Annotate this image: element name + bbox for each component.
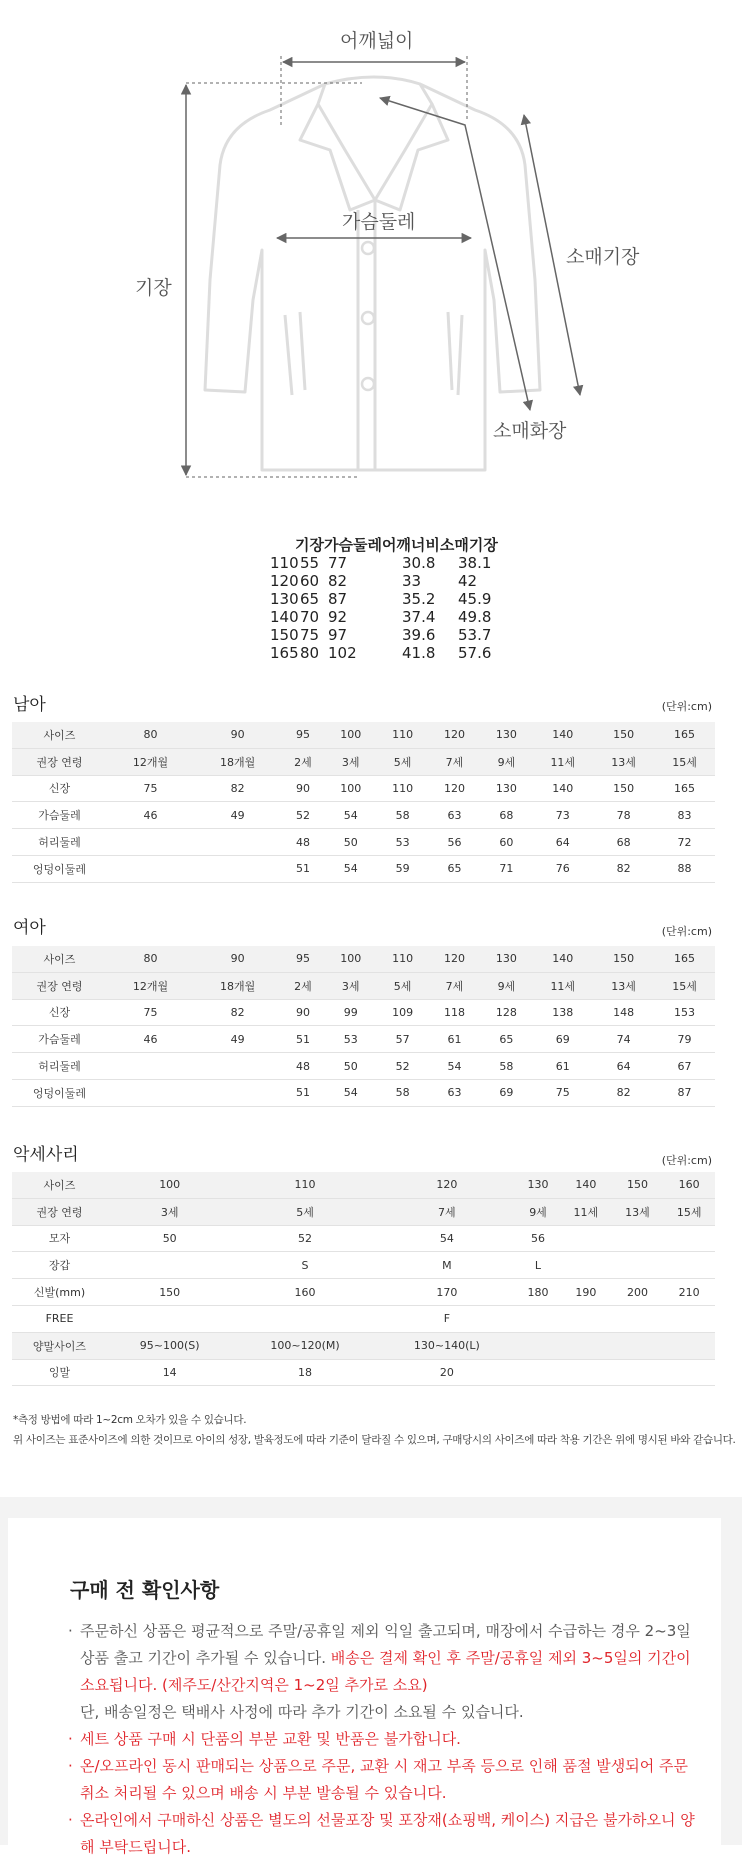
measurement-cell: 60: [300, 572, 320, 590]
table-cell: 61: [532, 1053, 593, 1080]
table-cell: 7세: [429, 972, 481, 999]
measurement-cell: 77: [328, 554, 348, 572]
table-cell: [560, 1359, 612, 1386]
table-cell: 46: [107, 802, 194, 829]
table-cell: [107, 1079, 194, 1106]
measurement-cell: 41.8: [402, 644, 436, 662]
table-cell: 2세: [281, 972, 325, 999]
table-cell: 100: [325, 946, 377, 972]
notice-card: [8, 1518, 721, 1856]
table-cell: 65: [480, 1026, 532, 1053]
measurement-cell: 70: [300, 608, 320, 626]
table-cell: 12개월: [107, 748, 194, 775]
measurement-cell: 82: [328, 572, 348, 590]
table-cell: 148: [593, 999, 654, 1026]
table-cell: 15세: [654, 972, 715, 999]
table-cell: L: [516, 1252, 560, 1279]
measurement-cell: 75: [300, 626, 320, 644]
row-label: 사이즈: [12, 722, 107, 748]
notice-item-1: [68, 1618, 698, 1726]
table-cell: 52: [232, 1225, 377, 1252]
table-cell: 3세: [325, 972, 377, 999]
table-cell: 100~120(M): [232, 1332, 377, 1359]
table-cell: 13세: [593, 748, 654, 775]
measurement-cell: 38.1: [458, 554, 492, 572]
bullet: ·: [68, 1811, 73, 1829]
table-cell: 7세: [429, 748, 481, 775]
table-cell: 120: [429, 946, 481, 972]
table-cell: 50: [325, 829, 377, 856]
row-label: 잉말: [12, 1359, 107, 1386]
table-cell: 150: [107, 1279, 232, 1306]
table-cell: 60: [480, 829, 532, 856]
table-cell: 130: [480, 946, 532, 972]
row-label: 신발(mm): [12, 1279, 107, 1306]
table-cell: 160: [663, 1172, 715, 1198]
table-cell: 2세: [281, 748, 325, 775]
table-cell: 100: [325, 722, 377, 748]
table-cell: 15세: [654, 748, 715, 775]
row-label: 가슴둘레: [12, 1026, 107, 1053]
table-cell: 74: [593, 1026, 654, 1053]
boys-title: 남아: [13, 695, 46, 715]
table-cell: 69: [480, 1079, 532, 1106]
table-cell: 57: [377, 1026, 429, 1053]
table-cell: 56: [429, 829, 481, 856]
table-cell: 150: [593, 946, 654, 972]
boys-size-table: [12, 722, 715, 883]
table-cell: 14: [107, 1359, 232, 1386]
table-cell: 18개월: [194, 748, 281, 775]
table-cell: 49: [194, 802, 281, 829]
table-cell: 165: [654, 946, 715, 972]
table-cell: 100: [107, 1172, 232, 1198]
measurement-row: 165 80 102 41.8 57.6: [270, 644, 518, 662]
table-cell: 15세: [663, 1198, 715, 1225]
table-cell: 75: [107, 999, 194, 1026]
row-label: 장갑: [12, 1252, 107, 1279]
table-cell: 165: [654, 722, 715, 748]
size-notes: [13, 1410, 736, 1450]
table-cell: 52: [281, 802, 325, 829]
bullet: ·: [68, 1757, 73, 1775]
table-cell: [516, 1359, 560, 1386]
table-cell: [663, 1225, 715, 1252]
table-cell: 118: [429, 999, 481, 1026]
table-cell: [560, 1305, 612, 1332]
table-cell: [516, 1305, 560, 1332]
acc-size-table: [12, 1172, 715, 1386]
table-cell: 5세: [232, 1198, 377, 1225]
measurement-cell: 57.6: [458, 644, 492, 662]
table-cell: 210: [663, 1279, 715, 1306]
table-cell: 109: [377, 999, 429, 1026]
measurement-cell: 45.9: [458, 590, 492, 608]
measurement-cell: 92: [328, 608, 348, 626]
table-cell: 48: [281, 829, 325, 856]
girls-title: 여아: [13, 918, 46, 938]
row-label: FREE: [12, 1305, 107, 1332]
table-cell: 49: [194, 1026, 281, 1053]
measurement-cell: 37.4: [402, 608, 436, 626]
table-cell: 150: [593, 775, 654, 802]
measurement-row: 120 60 82 33 42: [270, 572, 518, 590]
table-cell: 160: [232, 1279, 377, 1306]
table-cell: 68: [480, 802, 532, 829]
table-cell: [560, 1225, 612, 1252]
table-cell: 58: [377, 1079, 429, 1106]
table-cell: 80: [107, 946, 194, 972]
table-cell: 165: [654, 775, 715, 802]
note-line-1: *측정 방법에 따라 1~2cm 오차가 있을 수 있습니다.: [13, 1414, 247, 1426]
notice-item-4: [68, 1807, 698, 1861]
table-cell: 48: [281, 1053, 325, 1080]
table-cell: 54: [325, 1079, 377, 1106]
table-cell: 56: [516, 1225, 560, 1252]
table-cell: S: [232, 1252, 377, 1279]
table-row: [12, 1305, 715, 1332]
table-row: [12, 1198, 715, 1225]
table-cell: 12개월: [107, 972, 194, 999]
measurement-cell: 49.8: [458, 608, 492, 626]
table-cell: 180: [516, 1279, 560, 1306]
table-cell: 78: [593, 802, 654, 829]
table-cell: 140: [532, 775, 593, 802]
table-cell: [107, 855, 194, 882]
bullet: ·: [68, 1730, 73, 1748]
table-cell: 95: [281, 946, 325, 972]
table-cell: 110: [377, 775, 429, 802]
row-label: 허리둘레: [12, 1053, 107, 1080]
table-cell: 3세: [325, 748, 377, 775]
shoulder-label: 어깨넓이: [340, 30, 414, 52]
measurement-cell: 55: [300, 554, 320, 572]
table-cell: [194, 829, 281, 856]
acc-unit: (단위:cm): [661, 1154, 712, 1167]
table-cell: 75: [532, 1079, 593, 1106]
table-cell: 73: [532, 802, 593, 829]
size-guide-diagram: [0, 0, 742, 500]
table-cell: 110: [377, 722, 429, 748]
table-cell: [194, 1079, 281, 1106]
table-row: [12, 1252, 715, 1279]
table-cell: 110: [232, 1172, 377, 1198]
table-row: [12, 855, 715, 882]
table-cell: [560, 1332, 612, 1359]
table-cell: [560, 1252, 612, 1279]
table-cell: 150: [612, 1172, 664, 1198]
row-label: 사이즈: [12, 946, 107, 972]
table-cell: 82: [194, 775, 281, 802]
table-row: [12, 1225, 715, 1252]
table-cell: 130~140(L): [378, 1332, 516, 1359]
table-cell: F: [378, 1305, 516, 1332]
row-label: 신장: [12, 999, 107, 1026]
row-label: 모자: [12, 1225, 107, 1252]
table-cell: 82: [593, 1079, 654, 1106]
table-cell: 18개월: [194, 972, 281, 999]
table-cell: 13세: [612, 1198, 664, 1225]
measurement-cell: 65: [300, 590, 320, 608]
table-cell: 13세: [593, 972, 654, 999]
row-label: 권장 연령: [12, 972, 107, 999]
notice-list: [68, 1618, 698, 1861]
table-cell: 99: [325, 999, 377, 1026]
table-cell: 11세: [532, 748, 593, 775]
table-cell: [107, 829, 194, 856]
table-cell: 53: [325, 1026, 377, 1053]
table-cell: [194, 855, 281, 882]
measurement-row: 150 75 97 39.6 53.7: [270, 626, 518, 644]
table-row: [12, 946, 715, 972]
table-cell: [612, 1305, 664, 1332]
length-label: 기장: [135, 277, 172, 299]
table-cell: 87: [654, 1079, 715, 1106]
table-cell: 90: [281, 999, 325, 1026]
measurement-cell: 35.2: [402, 590, 436, 608]
notice-item-1-note: 단, 배송일정은 택배사 사정에 따라 추가 기간이 소요될 수 있습니다.: [80, 1703, 524, 1721]
table-cell: 50: [325, 1053, 377, 1080]
table-cell: 95: [281, 722, 325, 748]
notice-item-2-text: 세트 상품 구매 시 단품의 부분 교환 및 반품은 불가합니다.: [80, 1730, 461, 1748]
measurement-row: 130 65 87 35.2 45.9: [270, 590, 518, 608]
table-cell: 65: [429, 855, 481, 882]
table-cell: 130: [516, 1172, 560, 1198]
table-cell: 46: [107, 1026, 194, 1053]
measurement-cell: 39.6: [402, 626, 436, 644]
table-cell: 64: [532, 829, 593, 856]
table-cell: 64: [593, 1053, 654, 1080]
table-row: [12, 748, 715, 775]
table-cell: 95~100(S): [107, 1332, 232, 1359]
sleeve-length-label: 소매기장: [566, 246, 640, 268]
table-cell: [232, 1305, 377, 1332]
table-cell: 153: [654, 999, 715, 1026]
table-cell: 52: [377, 1053, 429, 1080]
table-cell: 100: [325, 775, 377, 802]
table-cell: 71: [480, 855, 532, 882]
row-label: 허리둘레: [12, 829, 107, 856]
row-label: 엉덩이둘레: [12, 855, 107, 882]
row-label: 가슴둘레: [12, 802, 107, 829]
table-row: [12, 1172, 715, 1198]
measurement-rows: [270, 554, 518, 662]
table-cell: 140: [560, 1172, 612, 1198]
table-cell: 120: [378, 1172, 516, 1198]
table-row: [12, 1359, 715, 1386]
chest-label: 가슴둘레: [342, 211, 416, 233]
note-line-2: 위 사이즈는 표준사이즈에 의한 것이므로 아이의 성장, 발육정도에 따라 기준이 달라질 수 있으며, 구매당시의 사이즈에 따라 착용 기간은 위에 명시된 바와 같습니다.: [13, 1434, 736, 1446]
table-cell: 76: [532, 855, 593, 882]
table-cell: 5세: [377, 972, 429, 999]
table-cell: [612, 1252, 664, 1279]
row-label: 엉덩이둘레: [12, 1079, 107, 1106]
table-cell: 51: [281, 1026, 325, 1053]
table-cell: 140: [532, 722, 593, 748]
row-label: 사이즈: [12, 1172, 107, 1198]
table-cell: 20: [378, 1359, 516, 1386]
notice-item-3-text: 온/오프라인 동시 판매되는 상품으로 주문, 교환 시 재고 부족 등으로 인해 품절 발생되어 주문취소 처리될 수 있으며 배송 시 부분 발송될 수 있습니다.: [80, 1757, 688, 1802]
measurement-row: 110 55 77 30.8 38.1: [270, 554, 518, 572]
table-cell: [612, 1332, 664, 1359]
table-cell: 54: [325, 855, 377, 882]
table-cell: 50: [107, 1225, 232, 1252]
table-cell: 3세: [107, 1198, 232, 1225]
table-cell: [516, 1332, 560, 1359]
measurement-cell: 42: [458, 572, 478, 590]
notice-item-3: [68, 1753, 698, 1807]
measurement-cell: 97: [328, 626, 348, 644]
table-row: [12, 1079, 715, 1106]
bullet: ·: [68, 1622, 73, 1640]
table-cell: 90: [194, 722, 281, 748]
table-cell: 61: [429, 1026, 481, 1053]
table-cell: 51: [281, 1079, 325, 1106]
table-cell: 54: [429, 1053, 481, 1080]
table-row: [12, 1332, 715, 1359]
table-cell: 75: [107, 775, 194, 802]
table-row: [12, 722, 715, 748]
table-cell: 68: [593, 829, 654, 856]
measurement-cell: 33: [402, 572, 422, 590]
table-row: [12, 972, 715, 999]
table-cell: 82: [194, 999, 281, 1026]
boys-unit: (단위:cm): [661, 700, 712, 713]
table-cell: [663, 1252, 715, 1279]
table-cell: 170: [378, 1279, 516, 1306]
row-label: 신장: [12, 775, 107, 802]
table-cell: 59: [377, 855, 429, 882]
table-cell: 5세: [377, 748, 429, 775]
table-cell: 9세: [480, 972, 532, 999]
table-cell: 128: [480, 999, 532, 1026]
table-cell: 200: [612, 1279, 664, 1306]
table-cell: 83: [654, 802, 715, 829]
table-cell: 82: [593, 855, 654, 882]
table-cell: 69: [532, 1026, 593, 1053]
table-cell: 90: [194, 946, 281, 972]
table-cell: 51: [281, 855, 325, 882]
table-cell: 67: [654, 1053, 715, 1080]
table-row: [12, 1053, 715, 1080]
measurement-cell: 80: [300, 644, 320, 662]
measurement-cell: 30.8: [402, 554, 436, 572]
table-cell: [107, 1252, 232, 1279]
girls-unit: (단위:cm): [661, 925, 712, 938]
table-row: [12, 775, 715, 802]
girls-size-table: [12, 946, 715, 1107]
measurement-row: 140 70 92 37.4 49.8: [270, 608, 518, 626]
table-row: [12, 999, 715, 1026]
table-cell: 11세: [532, 972, 593, 999]
notice-item-1-highlight: 배송은 결제 확인 후 주말/공휴일 제외 3~5일의 기간이 소요됩니다. (제주도/산간지역은 1~2일 추가로 소요): [80, 1649, 691, 1694]
table-cell: 120: [429, 775, 481, 802]
table-cell: 11세: [560, 1198, 612, 1225]
table-cell: 53: [377, 829, 429, 856]
table-cell: 7세: [378, 1198, 516, 1225]
table-row: [12, 829, 715, 856]
notice-item-2: [68, 1726, 698, 1753]
row-label: 권장 연령: [12, 748, 107, 775]
table-cell: [612, 1225, 664, 1252]
table-cell: [194, 1053, 281, 1080]
notice-title: 구매 전 확인사항: [70, 1578, 220, 1602]
table-cell: [107, 1305, 232, 1332]
measurement-table: [270, 536, 518, 662]
table-cell: 138: [532, 999, 593, 1026]
table-row: [12, 802, 715, 829]
measurement-header: 기장가슴둘레어깨너비소매기장: [295, 536, 498, 554]
table-cell: 90: [281, 775, 325, 802]
table-cell: 63: [429, 802, 481, 829]
table-cell: 9세: [480, 748, 532, 775]
measurement-cell: 102: [328, 644, 357, 662]
table-cell: 79: [654, 1026, 715, 1053]
table-cell: 88: [654, 855, 715, 882]
table-cell: [107, 1053, 194, 1080]
table-cell: [612, 1359, 664, 1386]
table-row: [12, 1279, 715, 1306]
acc-title: 악세사리: [13, 1145, 79, 1165]
table-cell: 120: [429, 722, 481, 748]
table-cell: 58: [480, 1053, 532, 1080]
table-cell: 80: [107, 722, 194, 748]
table-row: [12, 1026, 715, 1053]
table-cell: 63: [429, 1079, 481, 1106]
measurement-cell: 53.7: [458, 626, 492, 644]
table-cell: 54: [378, 1225, 516, 1252]
table-cell: 140: [532, 946, 593, 972]
table-cell: 9세: [516, 1198, 560, 1225]
sleeve-full-label: 소매화장: [493, 420, 567, 442]
row-label: 권장 연령: [12, 1198, 107, 1225]
table-cell: 130: [480, 775, 532, 802]
table-cell: [663, 1332, 715, 1359]
measurement-cell: 87: [328, 590, 348, 608]
table-cell: [663, 1305, 715, 1332]
table-cell: 58: [377, 802, 429, 829]
table-cell: 190: [560, 1279, 612, 1306]
table-cell: 54: [325, 802, 377, 829]
table-cell: 130: [480, 722, 532, 748]
table-cell: 18: [232, 1359, 377, 1386]
table-cell: 72: [654, 829, 715, 856]
table-cell: 110: [377, 946, 429, 972]
notice-item-4-text: 온라인에서 구매하신 상품은 별도의 선물포장 및 포장재(쇼핑백, 케이스) 지급은 불가하오니 양해 부탁드립니다.: [80, 1811, 695, 1856]
table-cell: M: [378, 1252, 516, 1279]
row-label: 양말사이즈: [12, 1332, 107, 1359]
table-cell: [663, 1359, 715, 1386]
notice-item-1-text: 주문하신 상품은 평균적으로 주말/공휴일 제외 익일 출고되며, 매장에서 수급하는 경우 2~3일 상품 출고 기간이 추가될 수 있습니다.: [80, 1622, 691, 1667]
table-cell: 150: [593, 722, 654, 748]
